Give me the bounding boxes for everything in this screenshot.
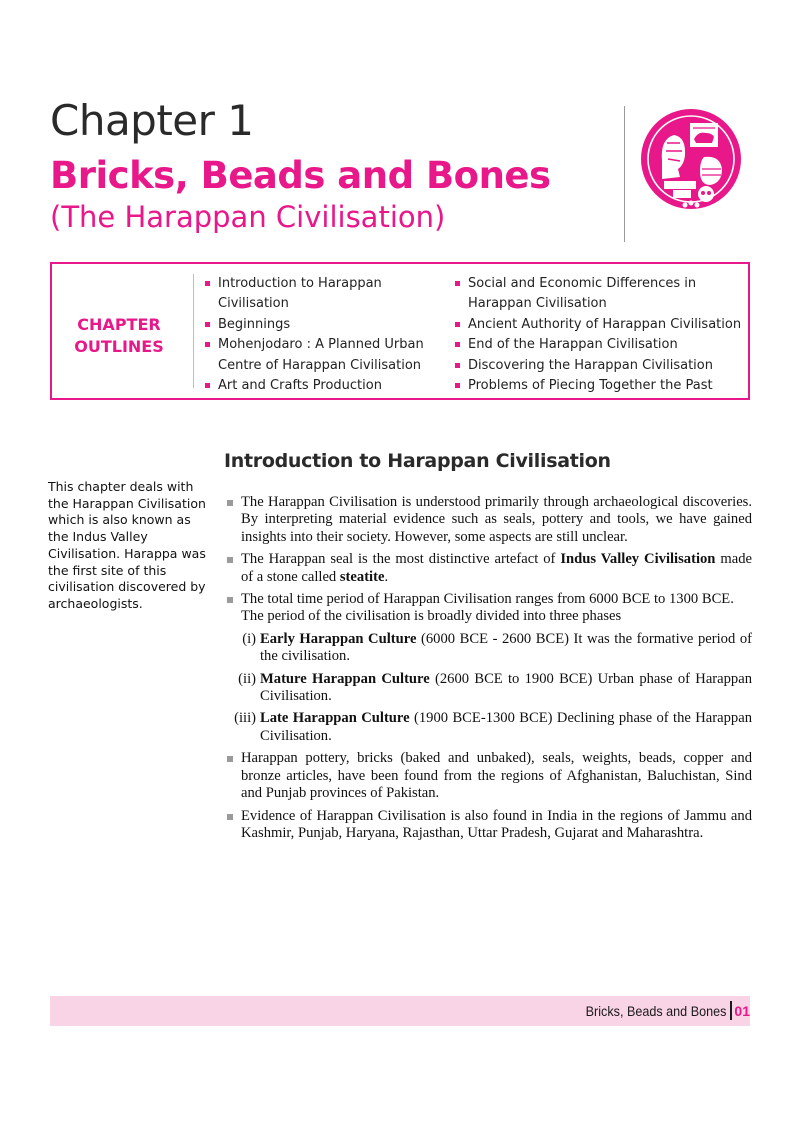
- footer-band: [50, 996, 750, 1026]
- footer-title: Bricks, Beads and Bones: [585, 1003, 726, 1019]
- outline-heading-line2: OUTLINES: [74, 337, 164, 356]
- sidebar-note: This chapter deals with the Harappan Civilisation which is also known as the Indus Valley Civilisation. Harappa was the first site of this civilisation discovered by archaeologists.: [48, 479, 206, 611]
- text-run: made of a stone called: [241, 551, 752, 585]
- phase-name: Late Harappan Culture: [260, 710, 410, 727]
- chapter-subtitle: (The Harappan Civilisation): [50, 200, 446, 234]
- phase-item: [226, 671, 752, 706]
- outline-divider: [193, 274, 194, 388]
- bold-term: steatite: [339, 568, 385, 585]
- outline-item: End of the Harappan Civilisation: [454, 335, 746, 355]
- bullet-paragraph: Evidence of Harappan Civilisation is also found in India in the regions of Jammu and Kashmir, Punjab, Haryana, Rajasthan, Uttar Pradesh, Gujarat and Maharashtra.: [226, 808, 752, 843]
- text-run: The period of the civilisation is broadly divided into three phases: [241, 608, 622, 625]
- phase-number: (i): [242, 630, 256, 647]
- phase-text: (2600 BCE to 1900 BCE) Urban phase of Harappan Civilisation.: [260, 670, 752, 705]
- chapter-outline-box: [50, 262, 750, 400]
- phase-name: Early Harappan Culture: [260, 630, 417, 647]
- bullet-paragraph: [226, 551, 752, 586]
- phase-text: (6000 BCE - 2600 BCE) It was the formative period of the civilisation.: [260, 630, 752, 665]
- text-run: The total time period of Harappan Civilisation ranges from 6000 BCE to 1300 BCE.: [241, 591, 734, 608]
- outline-item: Art and Crafts Production: [204, 376, 444, 396]
- page-number: 01: [734, 1003, 750, 1019]
- outline-column-2: [454, 274, 746, 396]
- phase-item: [226, 710, 752, 745]
- phase-number: (ii): [238, 670, 256, 687]
- chapter-title: Bricks, Beads and Bones: [50, 154, 551, 197]
- phase-text: (1900 BCE-1300 BCE) Declining phase of the Harappan Civilisation.: [260, 710, 752, 744]
- bullet-paragraph: Harappan pottery, bricks (baked and unbaked), seals, weights, beads, copper and bronze articles, have been found from the regions of Afghanistan, Baluchistan, Sind and Punjab provinces of Pakistan.: [226, 750, 752, 802]
- outline-column-1: [204, 274, 444, 396]
- outline-item: Mohenjodaro : A Planned Urban Centre of Harappan Civilisation: [204, 335, 444, 376]
- outline-item: Problems of Piecing Together the Past: [454, 376, 746, 396]
- bullet-paragraph: [226, 591, 752, 626]
- section-heading: Introduction to Harappan Civilisation: [224, 450, 611, 472]
- outline-item: Introduction to Harappan Civilisation: [204, 274, 444, 315]
- phase-number: (iii): [234, 710, 256, 727]
- harappan-artefacts-emblem-icon: [640, 99, 742, 219]
- outline-heading-line1: CHAPTER: [77, 315, 161, 334]
- section-body: [226, 494, 752, 847]
- text-run: .: [384, 568, 389, 585]
- header-divider: [624, 106, 625, 242]
- outline-item: Ancient Authority of Harappan Civilisation: [454, 315, 746, 335]
- chapter-outline-heading: [64, 314, 174, 358]
- outline-item: Discovering the Harappan Civilisation: [454, 356, 746, 376]
- bullet-paragraph: The Harappan Civilisation is understood primarily through archaeological discoveries. By interpreting material evidence such as seals, pottery and tools, we have gained insights into their society. However, some aspects are still unclear.: [226, 494, 752, 546]
- phase-name: Mature Harappan Culture: [260, 670, 430, 687]
- outline-item: Beginnings: [204, 315, 444, 335]
- text-run: The Harappan seal is the most distinctive artefact of: [241, 551, 561, 568]
- footer-separator: [730, 1001, 732, 1020]
- outline-item: Social and Economic Differences in Harappan Civilisation: [454, 274, 746, 315]
- chapter-label: Chapter 1: [50, 96, 254, 145]
- bold-term: Indus Valley Civilisation: [560, 551, 716, 568]
- phase-item: [226, 631, 752, 666]
